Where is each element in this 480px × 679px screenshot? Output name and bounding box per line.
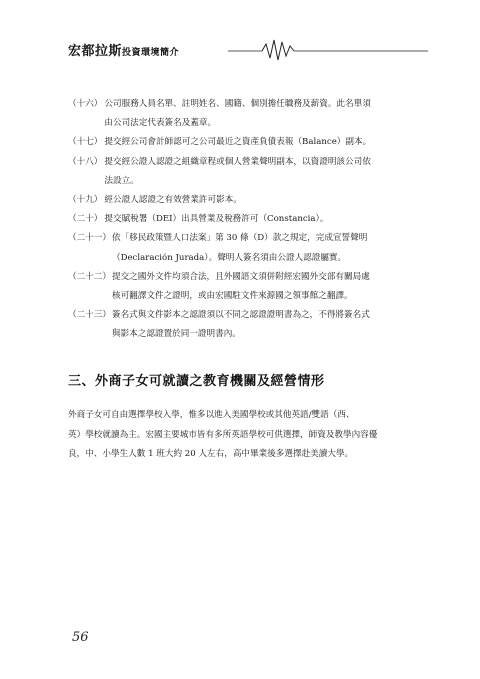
item-text: 公司服務人員名單、註明姓名、國籍、個別擔任職務及薪資。此名單須 由公司法定代表簽名及蓋章。 (104, 99, 371, 129)
header-title-main: 宏都拉斯 (68, 44, 123, 59)
item-number: （十六） (68, 99, 103, 109)
section-heading: 三、外商子女可就讀之教育機關及經營情形 (68, 374, 325, 389)
item-number: （二十一） (68, 233, 111, 244)
item-number: （十七） (68, 137, 103, 148)
list-item (68, 229, 420, 267)
item-number: （十九） (68, 195, 103, 206)
list-item (68, 153, 420, 191)
header-title-sub: 投資環境簡介 (122, 48, 180, 58)
item-text: 簽名式與文件影本之認證須以不同之認證證明書為之，不得將簽名式 與影本之認證置於同一證明書內。 (111, 310, 370, 340)
item-text: 提交賦稅署（DEI）出具營業及稅務許可（Constancia）。 (104, 214, 329, 225)
item-number: （二十二） (68, 271, 111, 282)
item-text: 經公證人認證之有效營業許可影本。 (104, 195, 242, 206)
paragraph-line: 外商子女可自由選擇學校入學，惟多以進入美國學校或其他英語/雙語（西、 (68, 410, 355, 420)
header-title (68, 40, 179, 59)
body-paragraph (68, 406, 420, 465)
item-number: （二十三） (68, 310, 111, 321)
header-wave-decoration (228, 36, 428, 64)
list-item (68, 133, 420, 152)
item-text: 依「移民政策暨人口法案」第 30 條（D）款之規定，完成宣誓聲明 （Declaración Jurada）。聲明人簽名須由公證人認證屬實。 (111, 233, 368, 263)
page-header (68, 36, 428, 64)
page-number: 56 (72, 630, 89, 645)
paragraph-line: 英）學校就讀為主。宏國主要城市皆有多所英語學校可供選擇，師資及教學內容優 (68, 429, 378, 440)
item-number: （十八） (68, 156, 103, 167)
item-text: 提交經公證人認證之組織章程或個人營業聲明副本，以資證明該公司依 法設立。 (104, 156, 371, 186)
list-item (68, 191, 420, 210)
item-text: 提交經公司會計師認可之公司最近之資產負債表報（Balance）副本。 (104, 137, 372, 148)
item-number: （二十） (68, 214, 103, 225)
item-text: 提交之國外文件均須合法，且外國語文須併附經宏國外交部有關局處 核可翻譯文件之證明，或由宏國駐文件來源國之領事館之翻譯。 (111, 271, 370, 302)
paragraph-line: 良，中、小學生人數 1 班大約 20 人左右，高中畢業後多選擇赴美讀大學。 (68, 449, 354, 460)
list-item (68, 95, 420, 133)
list-item (68, 268, 420, 306)
list-item (68, 210, 420, 229)
list-item (68, 306, 420, 344)
requirements-list (68, 95, 420, 345)
